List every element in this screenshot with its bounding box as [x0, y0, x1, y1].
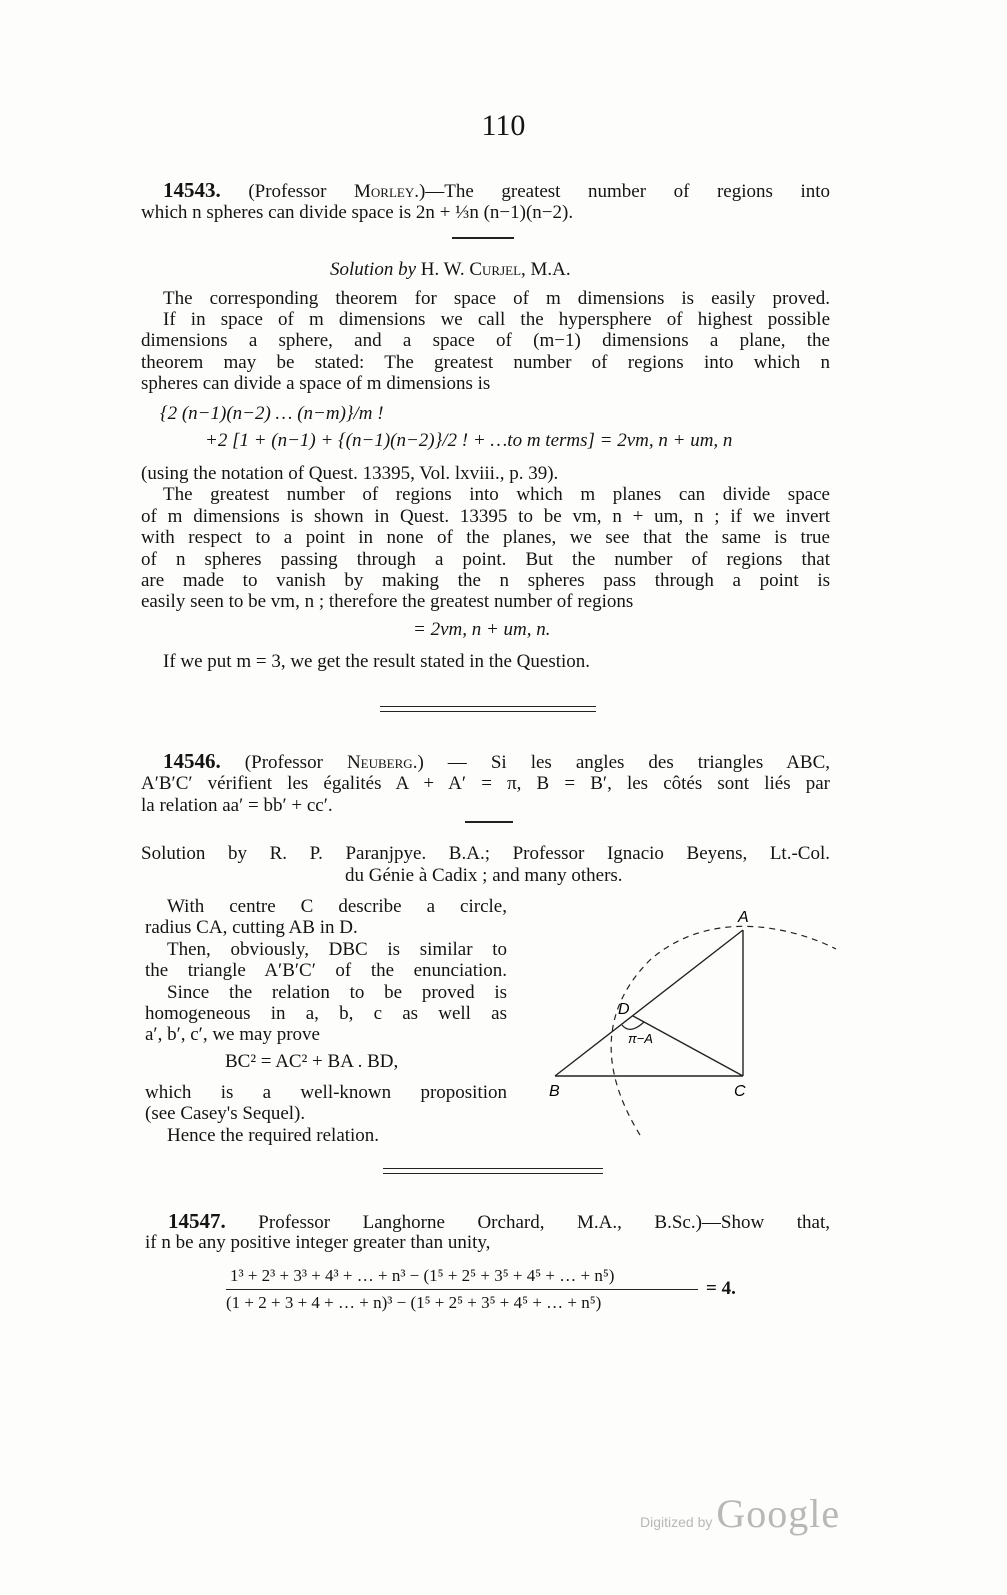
- solver-name: H. W. Curjel: [420, 259, 522, 280]
- short-divider: [465, 821, 513, 823]
- question-14546-heading: [163, 750, 830, 774]
- solution-paragraph-line: (using the notation of Quest. 13395, Vol. lxviii., p. 39).: [141, 463, 559, 484]
- fraction-denominator: (1 + 2 + 3 + 4 + … + n)³ − (1⁵ + 2⁵ + 3⁵ + 4⁵ + … + n⁵): [226, 1293, 602, 1312]
- solution-paragraph-line: of m dimensions is shown in Quest. 13395 to be vm, n + um, n ; if we invert: [141, 506, 830, 527]
- solution-paragraph-line: dimensions a sphere, and a space of (m−1) dimensions a plane, the: [141, 330, 830, 351]
- label-c: C: [734, 1083, 746, 1100]
- side-ab: [555, 930, 743, 1076]
- solution-paragraph-line: Then, obviously, DBC is similar to: [167, 939, 507, 960]
- question-14547-heading: [168, 1210, 830, 1234]
- section-divider-top: [380, 706, 596, 707]
- angle-arc: [622, 1022, 644, 1029]
- label-b: B: [549, 1083, 560, 1100]
- solution-paragraph-line: theorem may be stated: The greatest number of regions into which n: [141, 352, 830, 373]
- solution-paragraph-line: radius CA, cutting AB in D.: [145, 917, 358, 938]
- solution-paragraph-line: The corresponding theorem for space of m dimensions is easily proved.: [163, 288, 830, 309]
- solution-by-label: Solution by: [330, 259, 417, 280]
- fraction-bar: [226, 1289, 698, 1290]
- solution-paragraph-line: of n spheres passing through a point. But the number of regions that: [141, 549, 830, 570]
- question-14543-line2: which n spheres can divide space is 2n + ⅓n (n−1)(n−2).: [141, 202, 574, 223]
- watermark-small-text: Digitized by: [640, 1514, 713, 1530]
- solution-paragraph-line: with respect to a point in none of the planes, we see that the same is true: [141, 527, 830, 548]
- question-proposer: Neuberg: [346, 752, 413, 773]
- question-14547-line2: if n be any positive integer greater than unity,: [145, 1232, 491, 1253]
- solution-paragraph-line: Hence the required relation.: [167, 1125, 380, 1146]
- solution-byline: [330, 259, 571, 281]
- section-divider-bottom: [380, 711, 596, 712]
- formula-line-1: {2 (n−1)(n−2) … (n−m)}/m !: [160, 403, 384, 424]
- solution-paragraph-line: (see Casey's Sequel).: [145, 1103, 306, 1124]
- solution-byline-2: du Génie à Cadix ; and many others.: [345, 865, 623, 886]
- digitized-watermark: [640, 1490, 840, 1537]
- solver-degree: , M.A.: [521, 259, 571, 280]
- page-number: 110: [481, 109, 526, 142]
- formula-line-2: +2 [1 + (n−1) + {(n−1)(n−2)}/2 ! + …to m terms] = 2vm, n + um, n: [205, 430, 733, 451]
- label-angle: π−A: [628, 1031, 653, 1046]
- question-14543-heading: [163, 179, 830, 203]
- solution-paragraph-line: spheres can divide a space of m dimensions is: [141, 373, 491, 394]
- question-text: .)—The greatest number of regions into: [414, 181, 831, 202]
- question-number: 14546.: [163, 749, 221, 773]
- question-14546-line2: A′B′C′ vérifient les égalités A + A′ = π, B = B′, les côtés sont liés par: [141, 773, 830, 794]
- question-number: 14547.: [168, 1209, 226, 1233]
- question-14546-line3: la relation aa′ = bb′ + cc′.: [141, 795, 333, 816]
- solution-paragraph-line: a′, b′, c′, we may prove: [145, 1024, 320, 1045]
- question-proposer: Morley: [353, 181, 415, 202]
- solution-paragraph-line: which is a well-known proposition: [145, 1082, 507, 1103]
- question-intro: (Professor: [244, 752, 323, 773]
- short-divider: [452, 237, 514, 239]
- solution-paragraph-line: With centre C describe a circle,: [167, 896, 507, 917]
- fraction-numerator: 1³ + 2³ + 3³ + 4³ + … + n³ − (1⁵ + 2⁵ + 3⁵ + 4⁵ + … + n⁵): [230, 1266, 615, 1285]
- solution-paragraph-line: The greatest number of regions into which m planes can divide space: [163, 484, 830, 505]
- solution-conclusion: If we put m = 3, we get the result stated in the Question.: [163, 651, 591, 672]
- question-text: .) — Si les angles des triangles ABC,: [412, 752, 831, 773]
- solution-paragraph-line: the triangle A′B′C′ of the enunciation.: [145, 960, 507, 981]
- segment-dc: [633, 1016, 743, 1076]
- solution-paragraph-line: are made to vanish by making the n spheres pass through a point is: [141, 570, 830, 591]
- label-d: D: [618, 1001, 630, 1018]
- question-text: Professor Langhorne Orchard, M.A., B.Sc.)—Show that,: [258, 1212, 830, 1233]
- fraction-result: = 4.: [706, 1278, 736, 1299]
- solution-byline: Solution by R. P. Paranjpye. B.A.; Professor Ignacio Beyens, Lt.-Col.: [141, 843, 830, 864]
- question-intro: (Professor: [248, 181, 327, 202]
- formula-line-3: = 2vm, n + um, n.: [413, 619, 551, 640]
- solution-paragraph-line: Since the relation to be proved is: [167, 982, 507, 1003]
- label-a: A: [738, 909, 749, 926]
- section-divider-top: [383, 1168, 603, 1169]
- triangle-figure: [540, 900, 850, 1150]
- solution-paragraph-line: If in space of m dimensions we call the hypersphere of highest possible: [163, 309, 830, 330]
- solution-paragraph-line: homogeneous in a, b, c as well as: [145, 1003, 507, 1024]
- solution-paragraph-line: easily seen to be vm, n ; therefore the greatest number of regions: [141, 591, 634, 612]
- section-divider-bottom: [383, 1173, 603, 1174]
- question-number: 14543.: [163, 178, 221, 202]
- formula-line: BC² = AC² + BA . BD,: [225, 1051, 399, 1072]
- google-logo: Google: [716, 1491, 841, 1536]
